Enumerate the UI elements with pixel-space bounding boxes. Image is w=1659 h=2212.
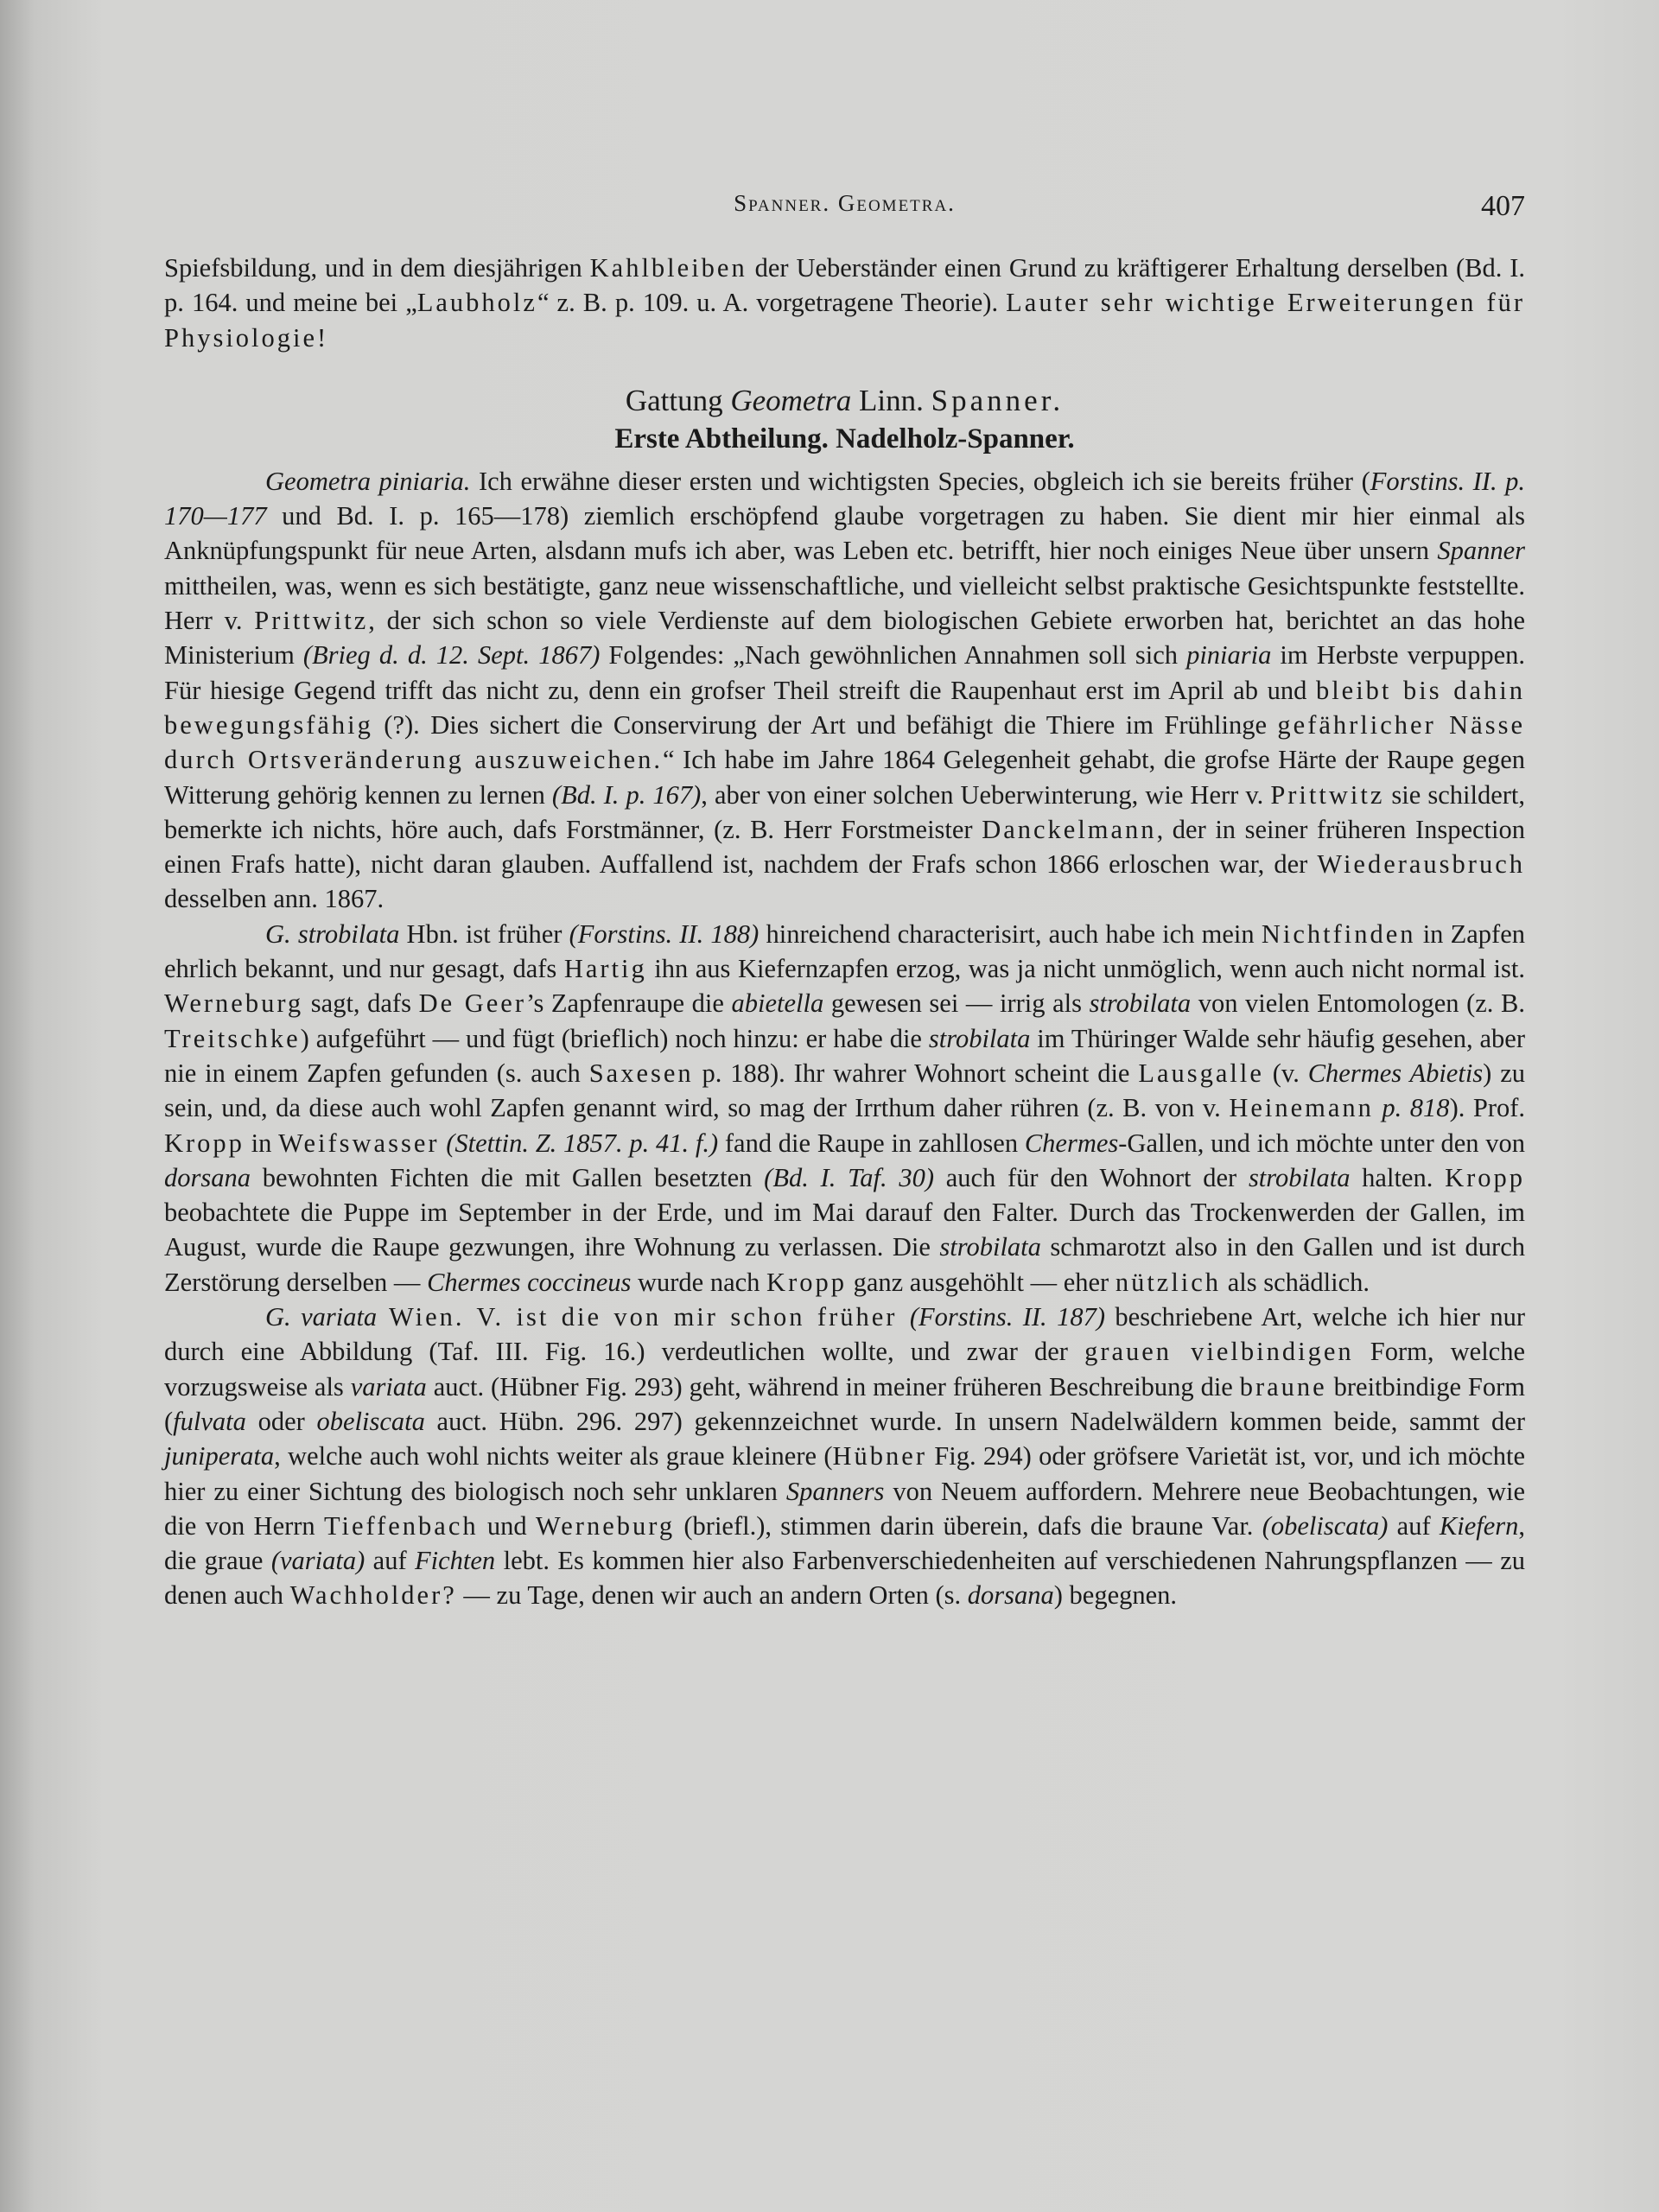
paragraph-strobilata: G. strobilata Hbn. ist früher (Forstins. II. 188) hinreichend characterisirt, auch habe ich mein Nichtfinden in Zapfen ehrlich bekannt, und nur gesagt, dafs Hartig ihn aus Kiefernzapfen erzog, was ja nicht unmöglich, wenn auch nicht normal ist. Werneburg sagt, dafs De Geer’s Zapfenraupe die abietella gewesen sei — irrig als strobilata von vielen Entomologen (z. B. Treitschke) aufgeführt — und fügt (brieflich) noch hinzu: er habe die strobilata im Thüringer Walde sehr häufig gesehen, aber nie in einem Zapfen gefunden (s. auch Saxesen p. 188). Ihr wahrer Wohnort scheint die Lausgalle (v. Chermes Abietis) zu sein, und, da diese auch wohl Zapfen genannt wird, so mag der Irrthum daher rühren (z. B. von v. Heinemann p. 818). Prof. Kropp in Weifswasser (Stettin. Z. 1857. p. 41. f.) fand die Raupe in zahllosen Chermes-Gallen, und ich möchte unter den von dorsana bewohnten Fichten die mit Gallen besetzten (Bd. I. Taf. 30) auch für den Wohnort der strobilata halten. Kropp beobachtete die Puppe im September in der Erde, und im Mai darauf den Falter. Durch das Trockenwerden der Gallen, im August, wurde die Raupe gezwungen, ihre Wohnung zu verlassen. Die strobilata schmarotzt also in den Gallen und ist durch Zerstörung derselben — Chermes coccineus wurde nach Kropp ganz ausgehöhlt — eher nützlich als schädlich. <box>164 918 1526 1297</box>
running-title: Spanner. Geometra. <box>734 190 956 216</box>
paragraph-continuation: Spiefsbildung, und in dem diesjährigen Kahlbleiben der Ueberständer einen Grund zu kräftigerer Erhaltung derselben (Bd. I. p. 164. und meine bei „Laubholz“ z. B. p. 109. u. A. vorgetragene Theorie). Lauter sehr wichtige Erweiterungen für Physiologie! <box>164 253 1526 353</box>
body-text <box>164 251 1525 1613</box>
division-heading: Erste Abtheilung. Nadelholz-Spanner. <box>614 423 1075 454</box>
paragraph-variata: G. variata Wien. V. ist die von mir schon früher (Forstins. II. 187) beschriebene Art, welche ich hier nur durch eine Abbildung (Taf. III. Fig. 16.) verdeutlichen wollte, und zwar der grauen vielbindigen Form, welche vorzugsweise als variata auct. (Hübner Fig. 293) geht, während in meiner früheren Beschreibung die braune breitbindige Form (fulvata oder obeliscata auct. Hübn. 296. 297) gekennzeichnet wurde. In unsern Nadelwäldern kommen beide, sammt der juniperata, welche auch wohl nichts weiter als graue kleinere (Hübner Fig. 294) oder gröfsere Varietät ist, vor, und ich möchte hier zu einer Sichtung des biologisch noch sehr unklaren Spanners von Neuem auffordern. Mehrere neue Beobachtungen, wie die von Herrn Tieffenbach und Werneburg (briefl.), stimmen darin überein, dafs die braune Var. (obeliscata) auf Kiefern, die graue (variata) auf Fichten lebt. Es kommen hier also Farbenverschiedenheiten auf verschiedenen Nahrungspflanzen — zu denen auch Wachholder? — zu Tage, denen wir auch an andern Orten (s. dorsana) begegnen. <box>164 1302 1525 1611</box>
page-header <box>164 190 1525 233</box>
genus-heading: Gattung Geometra Linn. Spanner. <box>625 383 1065 417</box>
page-number: 407 <box>1481 190 1525 222</box>
paragraph-piniaria: Geometra piniaria. Ich erwähne dieser ersten und wichtigsten Species, obgleich ich sie bereits früher (Forstins. II. p. 170—177 und Bd. I. p. 165—178) ziemlich erschöpfend glaube vorgetragen zu haben. Sie dient mir hier einmal als Anknüpfungspunkt für neue Arten, alsdann mufs ich aber, was Leben etc. betrifft, hier noch einiges Neue über unsern Spanner mittheilen, was, wenn es sich bestätigte, ganz neue wissenschaftliche, und vielleicht selbst praktische Gesichtspunkte feststellte. Herr v. Prittwitz, der sich schon so viele Verdienste auf dem biologischen Gebiete erworben hat, berichtet an das hohe Ministerium (Brieg d. d. 12. Sept. 1867) Folgendes: „Nach gewöhnlichen Annahmen soll sich piniaria im Herbste verpuppen. Für hiesige Gegend trifft das nicht zu, denn ein grofser Theil streift die Raupenhaut erst im April ab und bleibt bis dahin bewegungsfähig (?). Dies sichert die Conservirung der Art und befähigt die Thiere im Frühlinge gefährlicher Nässe durch Ortsveränderung auszuweichen.“ Ich habe im Jahre 1864 Gelegenheit gehabt, die grofse Härte der Raupe gegen Witterung gehörig kennen zu lernen (Bd. I. p. 167), aber von einer solchen Ueberwinterung, wie Herr v. Prittwitz sie schildert, bemerkte ich nichts, höre auch, dafs Forstmänner, (z. B. Herr Forstmeister Danckelmann, der in seiner früheren Inspection einen Frafs hatte), nicht daran glauben. Auffallend ist, nachdem der Frafs schon 1866 erloschen war, der Wiederausbruch desselben ann. 1867. <box>164 466 1525 914</box>
